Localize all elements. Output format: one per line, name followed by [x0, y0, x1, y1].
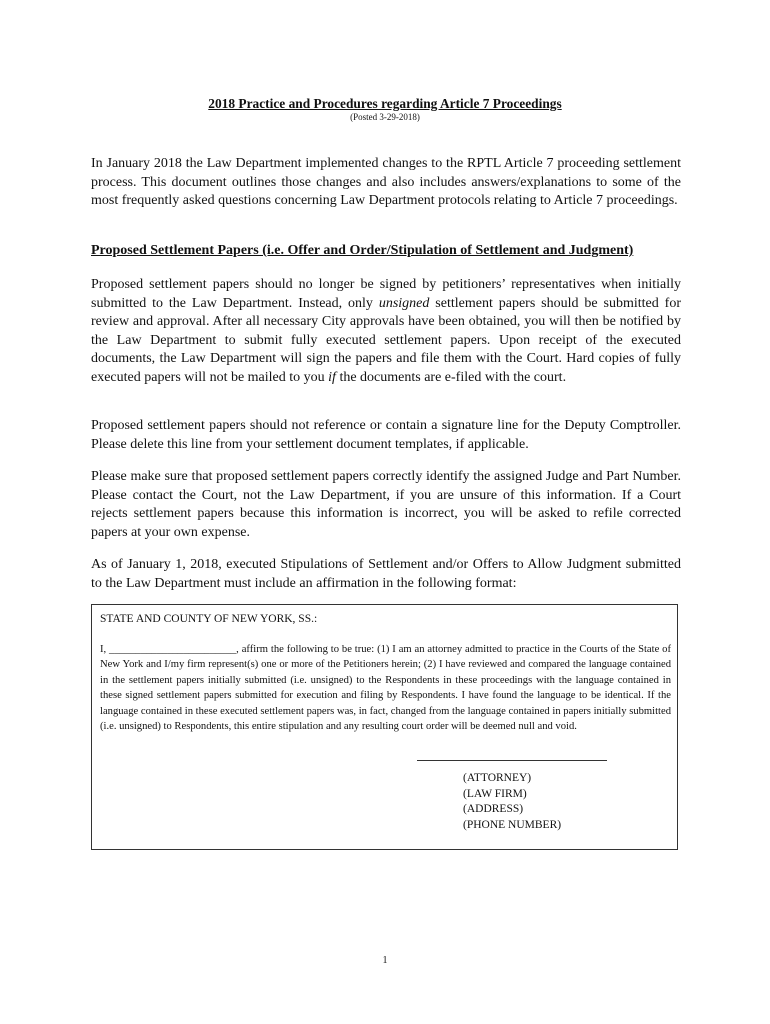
section-heading: Proposed Settlement Papers (i.e. Offer and Order/Stipulation of Settlement and Judgment): [91, 243, 634, 258]
signature-address: (ADDRESS): [463, 803, 524, 815]
signature-law-firm: (LAW FIRM): [463, 787, 527, 800]
posted-date: (Posted 3-29-2018): [350, 112, 420, 122]
affirmation-body: I, ________________________, affirm the following to be true: (1) I am an attorney admitted to practice in the Courts of the State of New York and I/my firm represent(s) one or more of the Petitioners herein; (2) I have reviewed and compared the language contained in the settlement papers initially submitted (i.e. unsigned) to the Respondents in these proceedings with the language contained in these signed settlement papers submitted for execution and filing by Respondents. I have found the language to be identical. If the language contained in these executed settlement papers was, in fact, changed from the language contained in papers initially submitted (i.e. unsigned) to Respondents, this entire stipulation and any resulting court order will be deemed null and void.: [100, 644, 671, 733]
page-number: 1: [382, 955, 388, 966]
para2-emphasis-unsigned: unsigned: [378, 295, 430, 311]
signature-phone: (PHONE NUMBER): [463, 818, 562, 831]
para2-emphasis-if: if: [328, 369, 336, 385]
document-title: 2018 Practice and Procedures regarding Article 7 Proceedings: [208, 96, 562, 111]
affirmation-heading: STATE AND COUNTY OF NEW YORK, SS.:: [100, 613, 318, 625]
intro-paragraph: In January 2018 the Law Department implemented changes to the RPTL Article 7 proceeding settlement process. This document outlines those changes and also includes answers/explanations to some of the most frequently asked questions concerning Law Department protocols relating to Article 7 proceedings.: [91, 156, 681, 209]
para2-text-2: settlement papers should be submitted for review and approval. After all necessary City approvals have been obtained, you will then be notified by the Law Department to submit fully executed settlement papers. Upon receipt of the executed documents, the Law Department will sign the papers and file them with the Court. Hard copies of fully executed papers will not be mailed to you: [91, 295, 681, 385]
para2-text-1: Proposed settlement papers should no longer be signed by petitioners’ representatives when initially submitted to the Law Department. Instead, only: [91, 277, 681, 311]
affirmation-box: [91, 604, 678, 850]
signature-line: [417, 760, 607, 761]
judge-part-paragraph: Please make sure that proposed settlement papers correctly identify the assigned Judge and Part Number. Please contact the Court, not the Law Department, if you are unsure of this information. If a Court rejects settlement papers because this information is incorrect, you will be asked to refile corrected papers at your own expense.: [91, 469, 681, 540]
deputy-comptroller-paragraph: Proposed settlement papers should not reference or contain a signature line for the Deputy Comptroller. Please delete this line from your settlement document templates, if applicable.: [91, 418, 681, 452]
signature-attorney: (ATTORNEY): [463, 772, 532, 784]
para2-text-3: the documents are e-filed with the court.: [335, 369, 567, 385]
settlement-papers-paragraph: [91, 276, 681, 388]
affirmation-intro-paragraph: As of January 1, 2018, executed Stipulations of Settlement and/or Offers to Allow Judgment submitted to the Law Department must include an affirmation in the following format:: [91, 557, 681, 591]
signature-block: [463, 771, 561, 833]
